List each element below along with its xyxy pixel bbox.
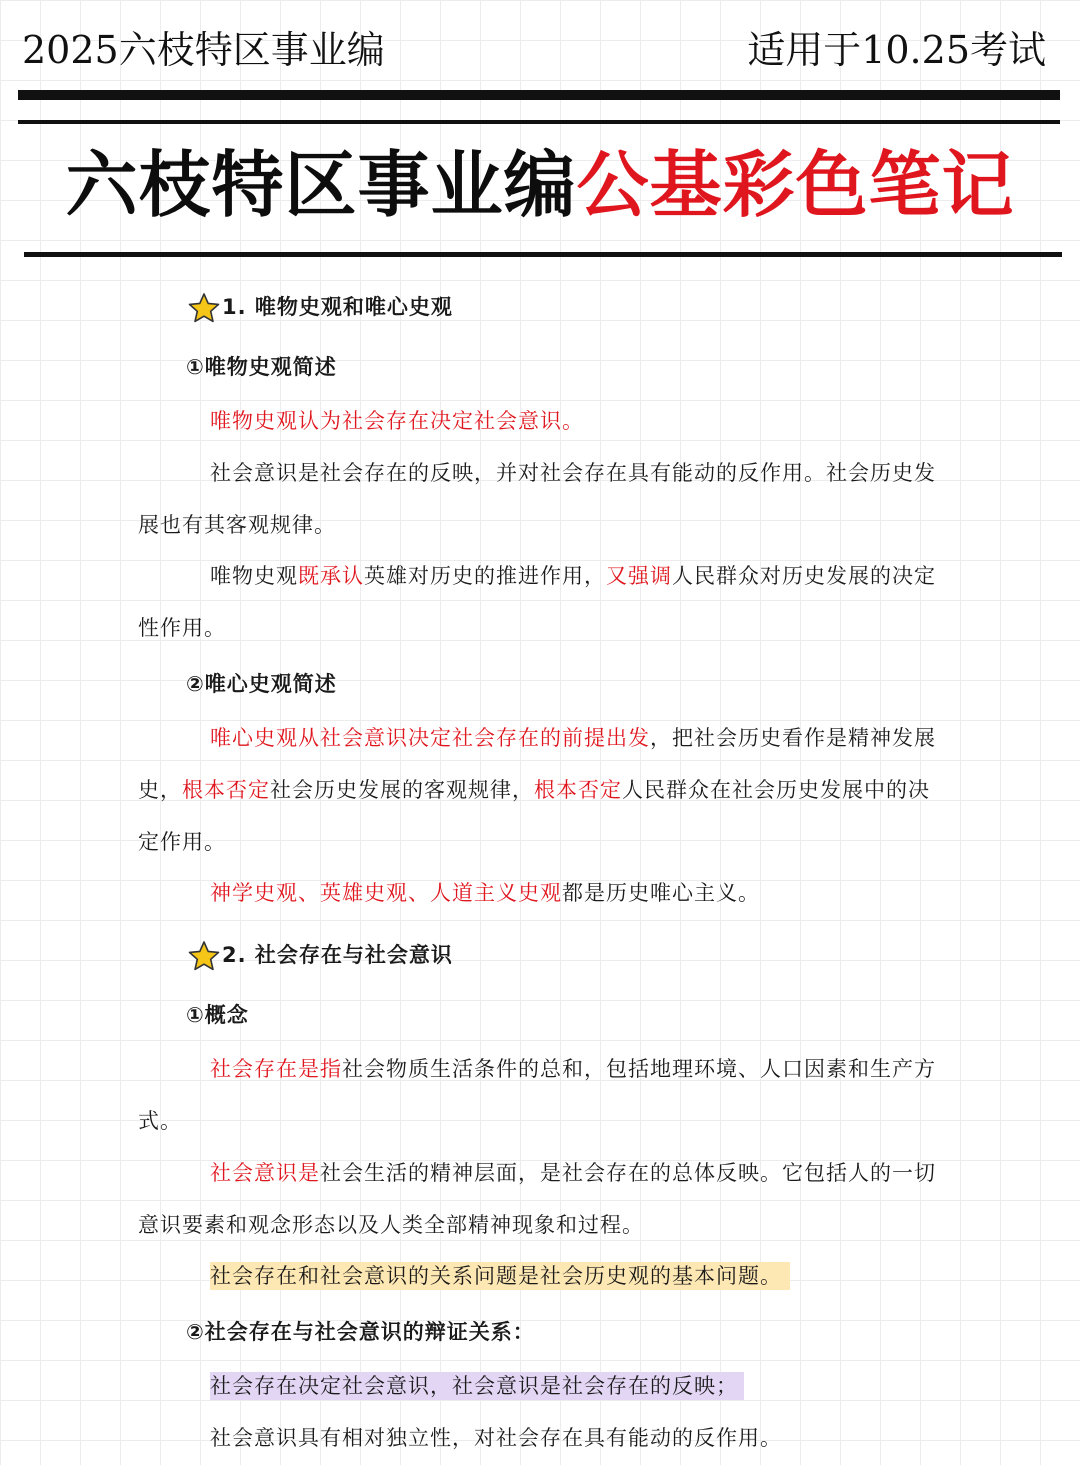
paragraph-1-5 xyxy=(138,868,943,920)
page-title xyxy=(0,140,1080,230)
text-span-red: 社会意识是 xyxy=(210,1160,320,1185)
section-heading-2 xyxy=(138,926,943,986)
page-title-red: 公基彩色笔记 xyxy=(576,142,1015,227)
notes-body xyxy=(138,278,943,1465)
paragraph-1-2: 社会意识是社会存在的反映，并对社会存在具有能动的反作用。社会历史发展也有其客观规律。 xyxy=(138,460,936,537)
text-span: 人民群众在社会历史发展中的决定作用。 xyxy=(138,777,930,854)
text-span-red: 既承认 xyxy=(298,564,364,589)
header-left-label: 2025六枝特区事业编 xyxy=(22,28,385,72)
header-right-label: 适用于10.25考试 xyxy=(747,28,1046,72)
text-span: ，把社会历史看作是精神发展史， xyxy=(138,725,936,802)
text-span: 社会历史发展的客观规律， xyxy=(270,777,534,802)
subheading-concept: ①概念 xyxy=(186,1003,249,1028)
text-span: 社会生活的精神层面，是社会存在的总体反映。它包括人的一切意识要素和观念形态以及人类全部精神现象和过程。 xyxy=(138,1160,936,1237)
paragraph-2-3 xyxy=(138,1251,943,1303)
paragraph-2-2 xyxy=(138,1148,943,1252)
page-title-black: 六枝特区事业编 xyxy=(65,142,577,227)
section-heading-1 xyxy=(138,278,943,338)
header-rule-thick xyxy=(18,90,1060,100)
text-span-red: 根本否定 xyxy=(182,777,270,802)
star-icon xyxy=(188,940,220,972)
section-heading-2-text: 2. 社会存在与社会意识 xyxy=(222,943,453,968)
star-icon xyxy=(188,292,220,324)
text-span-red: 唯心史观从社会意识决定社会存在的前提出发 xyxy=(210,725,650,750)
paragraph-2-4 xyxy=(138,1361,943,1413)
paragraph-1-1: 唯物史观认为社会存在决定社会意识。 xyxy=(210,409,584,433)
subheading-materialism: ①唯物史观简述 xyxy=(186,355,337,379)
paragraph-2-1 xyxy=(138,1044,943,1148)
section-heading-1-text: 1. 唯物史观和唯心史观 xyxy=(222,295,453,320)
text-span-red: 神学史观、英雄史观、人道主义史观 xyxy=(210,881,562,906)
text-span-red: 根本否定 xyxy=(534,777,622,802)
text-span: 都是历史唯心主义。 xyxy=(562,881,760,906)
highlight-yellow: 社会存在和社会意识的关系问题是社会历史观的基本问题。 xyxy=(210,1262,790,1290)
subheading-dialectic: ②社会存在与社会意识的辩证关系： xyxy=(186,1320,535,1345)
text-span-red: 社会存在是指 xyxy=(210,1057,342,1082)
paragraph-1-4 xyxy=(138,713,943,868)
subheading-idealism: ②唯心史观简述 xyxy=(186,671,337,696)
paragraph-1-3 xyxy=(138,551,943,655)
text-span: 人民群众对历史发展的决定性作用。 xyxy=(138,564,936,641)
text-span: 唯物史观 xyxy=(210,564,298,589)
text-span: 社会物质生活条件的总和，包括地理环境、人口因素和生产方式。 xyxy=(138,1057,936,1133)
header-rule-thin xyxy=(18,120,1060,124)
title-rule xyxy=(24,252,1062,257)
highlight-purple: 社会存在决定社会意识，社会意识是社会存在的反映； xyxy=(210,1372,744,1400)
text-span: 英雄对历史的推进作用， xyxy=(364,564,606,589)
paragraph-2-5: 社会意识具有相对独立性，对社会存在具有能动的反作用。 xyxy=(210,1425,782,1450)
text-span-red: 又强调 xyxy=(606,564,672,589)
